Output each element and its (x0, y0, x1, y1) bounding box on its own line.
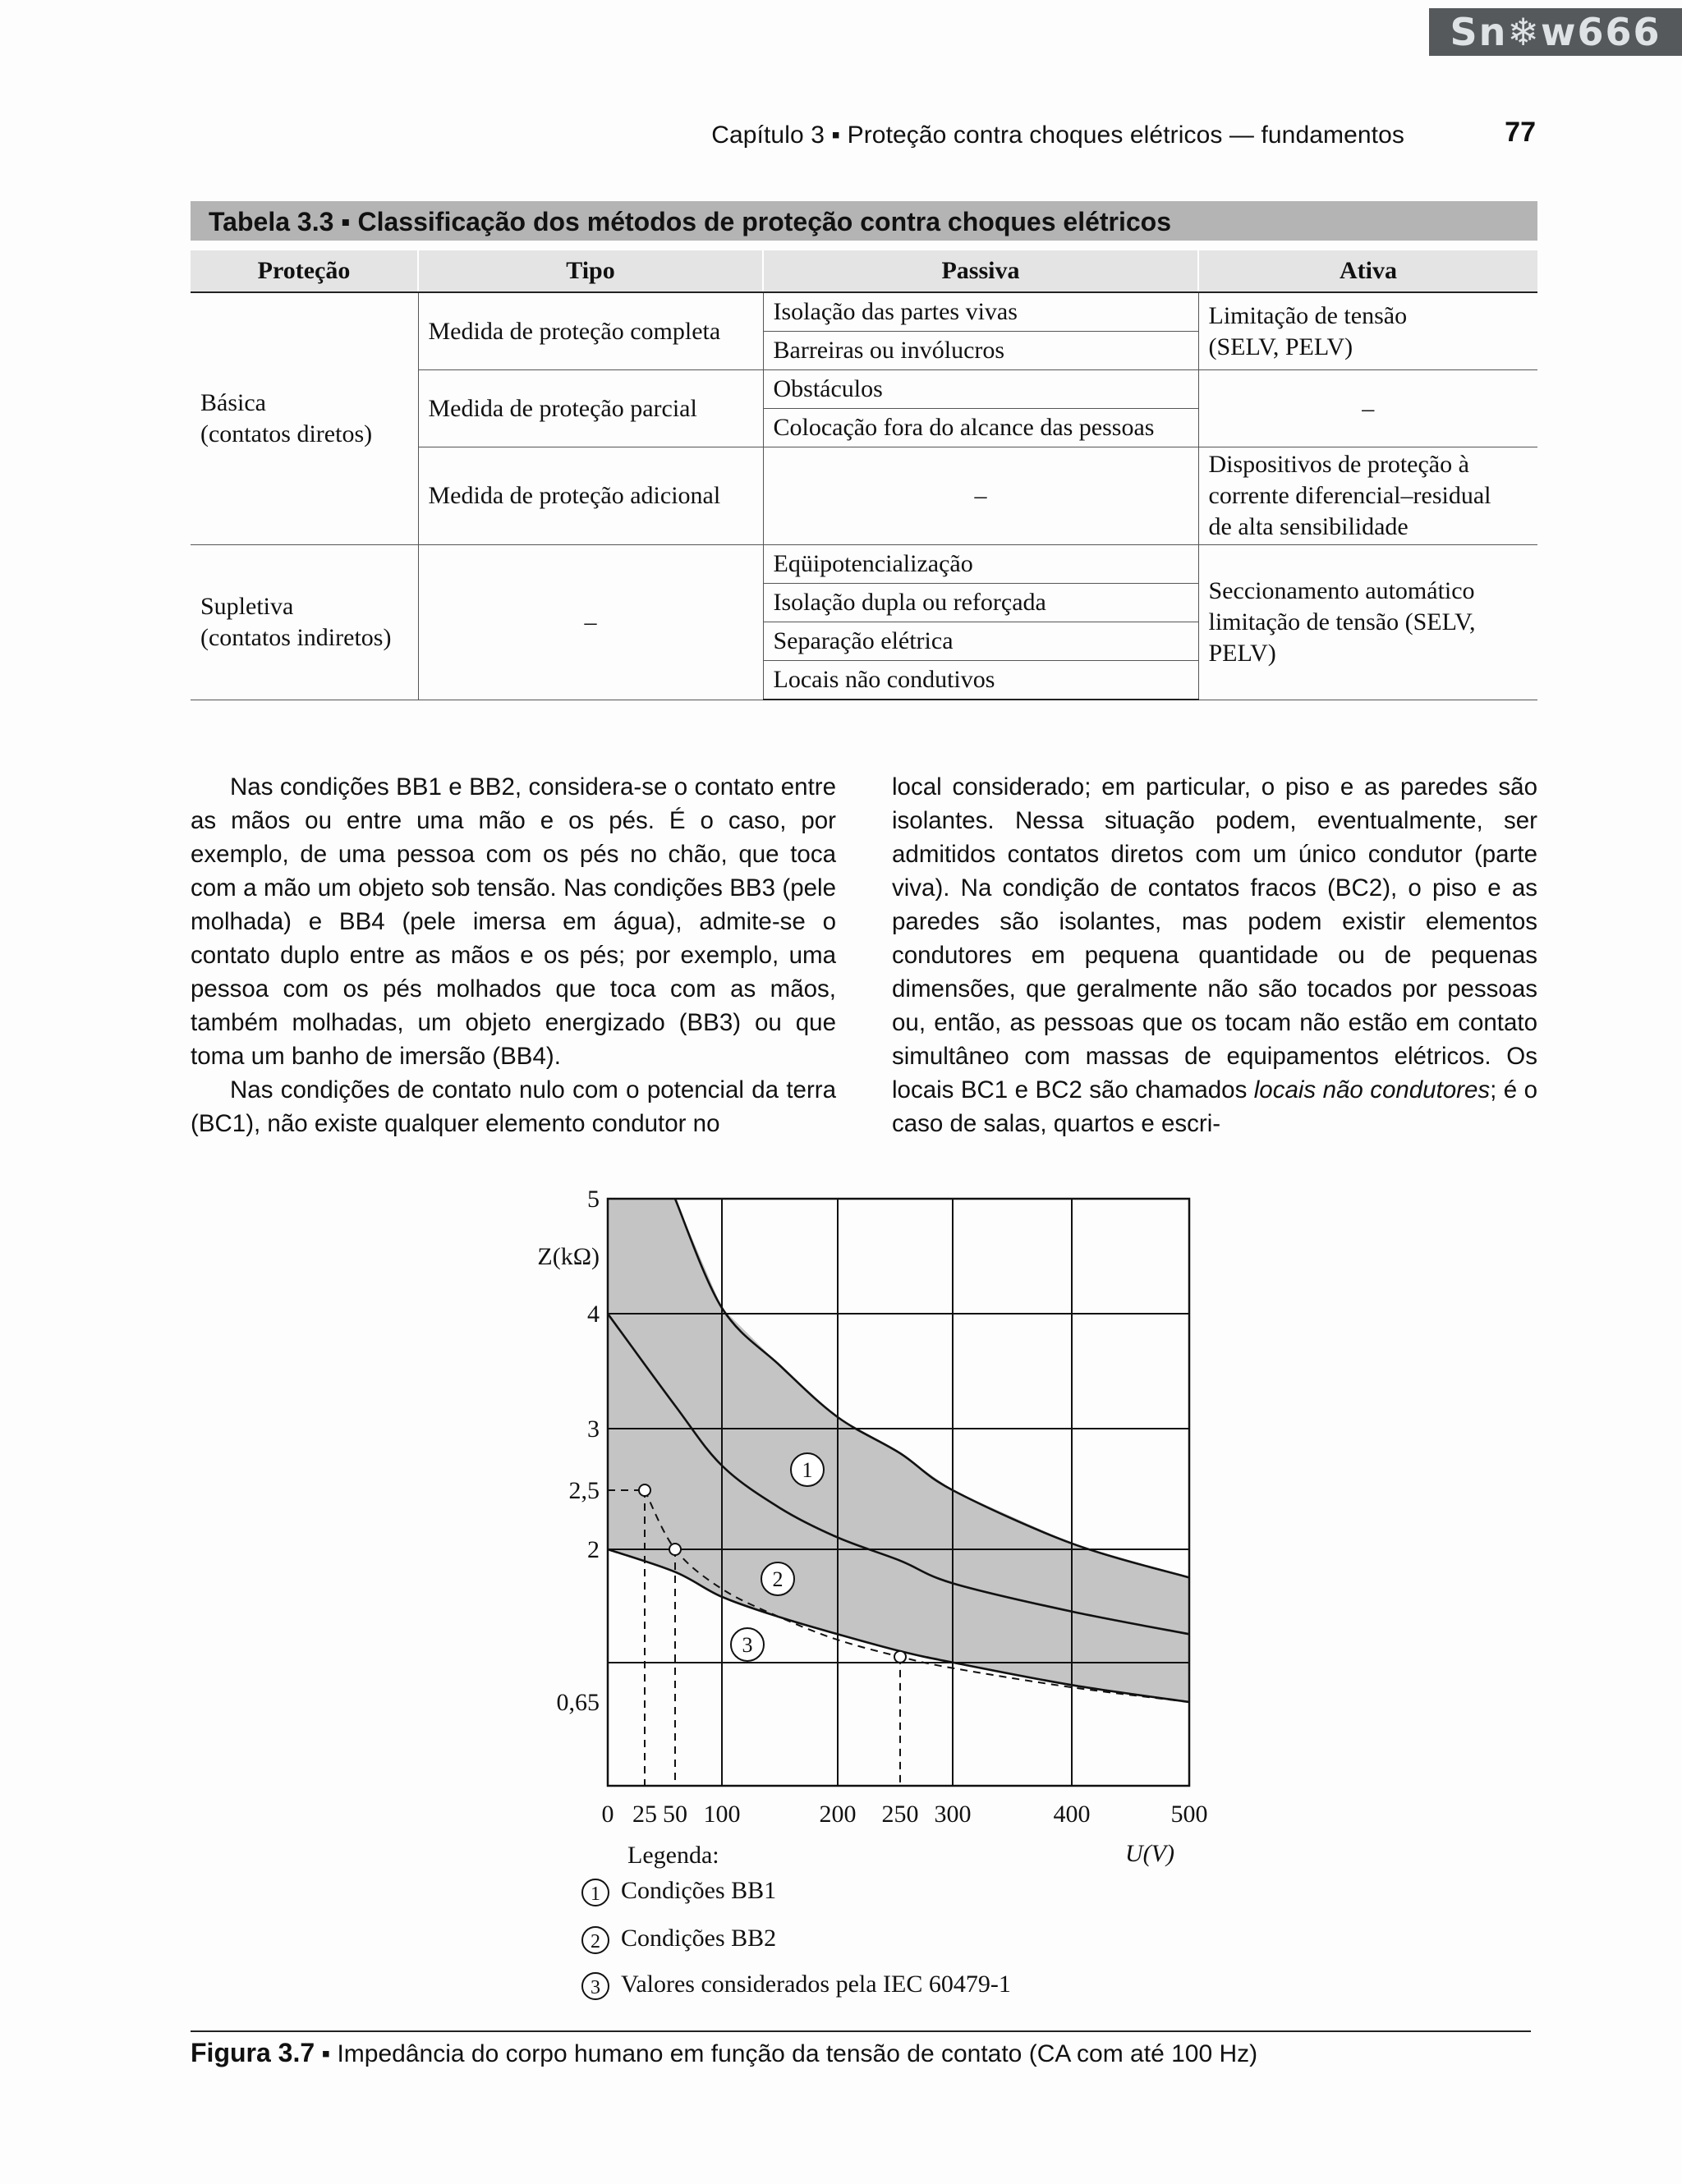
legend-item (581, 1874, 776, 1907)
figure-rule (191, 2030, 1531, 2032)
header-protecao: Proteção (191, 250, 418, 292)
ativa-line: Dispositivos de proteção à (1208, 451, 1469, 478)
cell-tipo-adicional: Medida de proteção adicional (418, 447, 763, 545)
cell-passiva: Colocação fora do alcance das pessoas (763, 409, 1198, 447)
legend-title: Legenda: (627, 1842, 719, 1869)
x-tick-label: 100 (703, 1801, 741, 1828)
x-tick-label: 300 (934, 1801, 972, 1828)
legend-item (581, 1968, 1011, 2001)
x-tick-label: 200 (819, 1801, 857, 1828)
page-number: 77 (1505, 117, 1536, 148)
figure-caption-text: ▪ Impedância do corpo humano em função da tensão de contato (CA com até 100 Hz) (315, 2040, 1258, 2067)
cell-passiva: Obstáculos (763, 370, 1198, 409)
y-tick-label: 2,5 (568, 1477, 600, 1504)
header-tipo: Tipo (418, 250, 763, 292)
figure-caption (191, 2038, 1587, 2068)
watermark-logo: Sn❄w666 (1429, 8, 1682, 56)
shaded-band (608, 1199, 1189, 1702)
y-axis-title: Z(kΩ) (537, 1243, 600, 1270)
legend-number: 3 (581, 1972, 609, 2000)
cell-passiva: Locais não condutivos (763, 661, 1198, 700)
x-axis-title: U(V) (1125, 1840, 1174, 1867)
legend-text: Condições BB2 (621, 1925, 777, 1952)
running-head: Capítulo 3 ▪ Proteção contra choques elétricos — fundamentos (711, 122, 1404, 149)
paragraph-text: local considerado; em particular, o piso e as paredes são isolantes. Nessa situação podem, eventualmente, ser admitidos contatos diretos com um único condutor (parte viva). Na condição de contatos fracos (BC2), o piso e as paredes são isolantes, mas podem existir elementos condutores em pequena quantidade ou de pequenas dimensões, que geralmente não são tocados por pessoas ou, então, as pessoas que os tocam não estão em contato simultâneo com massas de equipamentos elétricos. Os locais BC1 e BC2 são chamados (892, 773, 1537, 1103)
cell-passiva: Barreiras ou invólucros (763, 332, 1198, 370)
legend-number: 2 (581, 1926, 609, 1954)
paragraph-italic: locais não condutores (1253, 1076, 1491, 1103)
curve-label: 2 (772, 1567, 784, 1591)
legend-item (581, 1922, 776, 1955)
ativa-line: Seccionamento automático (1208, 576, 1475, 604)
legend-number: 1 (581, 1879, 609, 1906)
curve-label: 3 (742, 1633, 753, 1657)
x-tick-label: 0 (601, 1801, 614, 1828)
ativa-line: corrente diferencial–residual (1208, 482, 1491, 509)
marked-point (894, 1651, 906, 1663)
supletiva-sublabel: (contatos indiretos) (200, 623, 392, 651)
cell-passiva: Isolação dupla ou reforçada (763, 584, 1198, 622)
cell-tipo-supletiva: – (418, 545, 763, 700)
y-tick-label: 2 (587, 1536, 600, 1563)
basica-label: Básica (200, 389, 266, 416)
x-tick-label: 50 (663, 1801, 687, 1828)
header-ativa: Ativa (1198, 250, 1537, 292)
cell-tipo-completa: Medida de proteção completa (418, 292, 763, 370)
ativa-line: Limitação de tensão (1208, 301, 1408, 329)
marked-point (639, 1484, 650, 1496)
ativa-line: de alta sensibilidade (1208, 513, 1409, 540)
ativa-line: (SELV, PELV) (1208, 333, 1353, 360)
paragraph: Nas condições BB1 e BB2, considera-se o contato entre as mãos ou entre uma mão e os pés. É o caso, por exemplo, de uma pessoa com os pés no chão, que toca com a mão um objeto sob tensão. Nas condições BB3 (pele molhada) e BB4 (pele imersa em água), admite-se o contato duplo entre as mãos e os pés; por exemplo, uma pessoa com os pés molhados que toca com as mãos, também molhadas, um objeto energizado (BB3) ou que toma um banho de imersão (BB4). (191, 773, 836, 1070)
supletiva-label: Supletiva (200, 592, 294, 620)
cell-passiva: Eqüipotencialização (763, 545, 1198, 584)
x-tick-label: 500 (1170, 1801, 1208, 1828)
legend-text: Valores considerados pela IEC 60479-1 (621, 1971, 1011, 1998)
marked-point (669, 1544, 681, 1555)
figure-label: Figura 3.7 (191, 2038, 315, 2067)
x-tick-label: 400 (1053, 1801, 1091, 1828)
cell-tipo-parcial: Medida de proteção parcial (418, 370, 763, 447)
y-tick-label: 4 (587, 1301, 600, 1328)
y-tick-label: 5 (587, 1186, 600, 1213)
cell-passiva: Isolação das partes vivas (763, 292, 1198, 332)
y-tick-label: 0,65 (556, 1689, 600, 1716)
header-passiva: Passiva (763, 250, 1198, 292)
paragraph-text-end: ; é o caso de salas, quartos e escri- (892, 1076, 1537, 1137)
ativa-line: PELV) (1208, 639, 1276, 667)
cell-passiva: Separação elétrica (763, 622, 1198, 661)
x-tick-label: 250 (881, 1801, 919, 1828)
cell-passiva-adicional: – (763, 447, 1198, 545)
ativa-line: limitação de tensão (SELV, (1208, 608, 1476, 635)
cell-ativa-parcial: – (1198, 370, 1537, 447)
legend-text: Condições BB1 (621, 1877, 777, 1904)
paragraph: Nas condições de contato nulo com o potencial da terra (BC1), não existe qualquer elemento condutor no (191, 1076, 836, 1137)
basica-sublabel: (contatos diretos) (200, 420, 373, 447)
curve-label: 1 (802, 1458, 813, 1482)
y-tick-label: 3 (587, 1415, 600, 1443)
table-caption: Tabela 3.3 ▪ Classificação dos métodos de proteção contra choques elétricos (191, 201, 1537, 241)
x-tick-label: 25 (632, 1801, 657, 1828)
